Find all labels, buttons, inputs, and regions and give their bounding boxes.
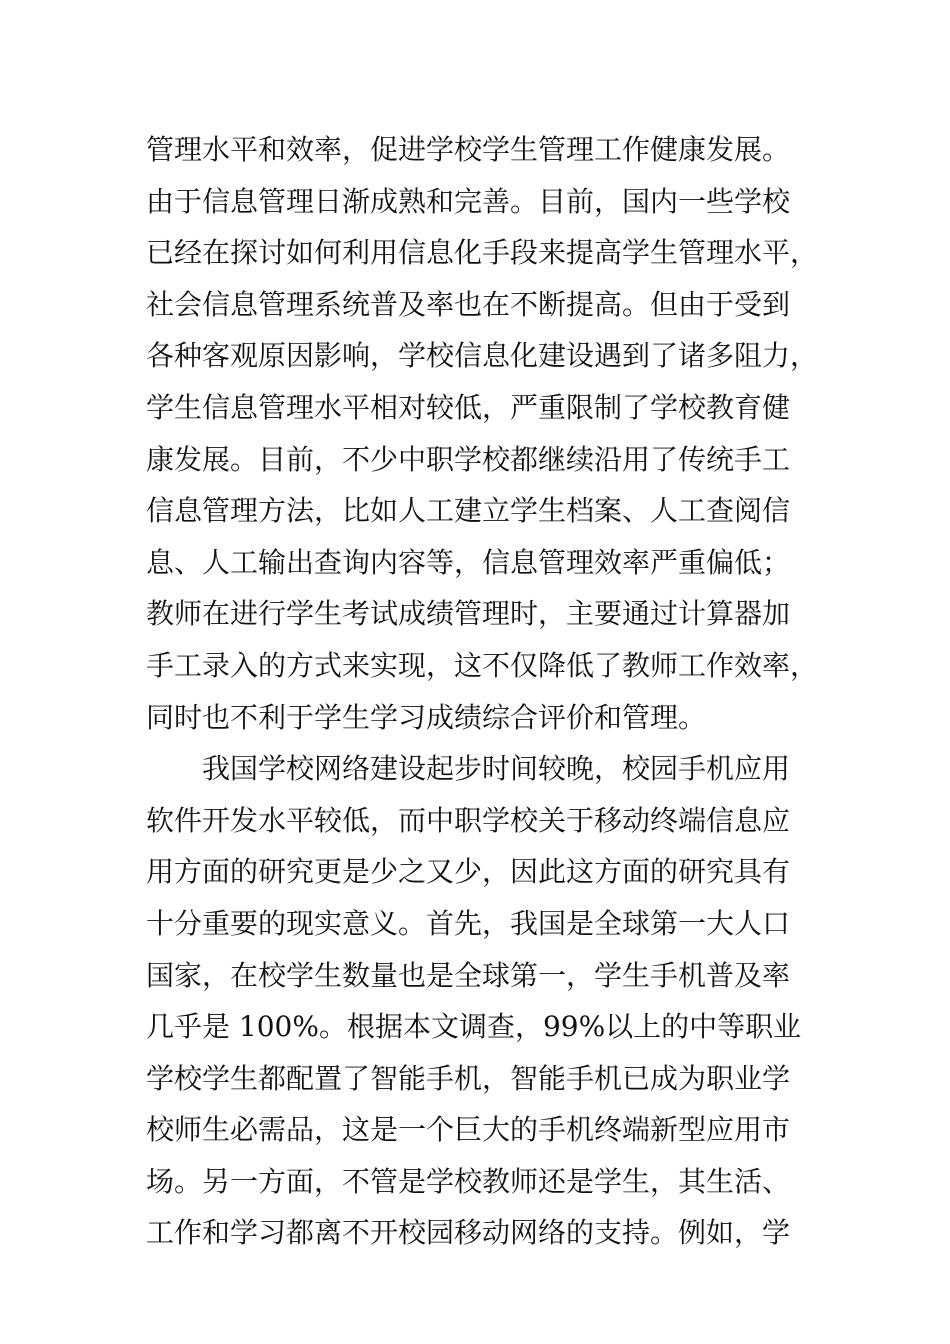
text-line: 学生信息管理水平相对较低，严重限制了学校教育健 bbox=[146, 390, 791, 424]
text-line: 由于信息管理日渐成熟和完善。目前，国内一些学校 bbox=[146, 184, 791, 218]
text-line: 社会信息管理系统普及率也在不断提高。但由于受到 bbox=[146, 287, 791, 321]
text-line: 各种客观原因影响，学校信息化建设遇到了诸多阻力， bbox=[146, 339, 819, 373]
text-line: 信息管理方法，比如人工建立学生档案、人工查阅信 bbox=[146, 494, 791, 528]
text-line: 康发展。目前，不少中职学校都继续沿用了传统手工 bbox=[146, 442, 791, 476]
text-line: 校师生必需品，这是一个巨大的手机终端新型应用市 bbox=[146, 1113, 791, 1147]
text-line: 教师在进行学生考试成绩管理时，主要通过计算器加 bbox=[146, 597, 791, 631]
text-line: 管理水平和效率，促进学校学生管理工作健康发展。 bbox=[146, 133, 791, 166]
text-line: 国家，在校学生数量也是全球第一，学生手机普及率 bbox=[146, 958, 791, 992]
text-line: 已经在探讨如何利用信息化手段来提高学生管理水平， bbox=[146, 236, 819, 270]
text-line-indented: 我国学校网络建设起步时间较晚，校园手机应用 bbox=[202, 752, 791, 786]
paragraph-2 bbox=[146, 743, 826, 1259]
text-line: 用方面的研究更是少之又少，因此这方面的研究具有 bbox=[146, 855, 791, 889]
text-line: 工作和学习都离不开校园移动网络的支持。例如，学 bbox=[146, 1216, 791, 1250]
text-line: 几乎是 100%。根据本文调查，99%以上的中等职业 bbox=[146, 1010, 802, 1044]
text-line: 同时也不利于学生学习成绩综合评价和管理。 bbox=[146, 700, 707, 734]
text-line: 手工录入的方式来实现，这不仅降低了教师工作效率， bbox=[146, 648, 819, 682]
text-line: 息、人工输出查询内容等，信息管理效率严重偏低； bbox=[146, 545, 791, 579]
paragraph-1 bbox=[146, 124, 826, 743]
text-line: 学校学生都配置了智能手机，智能手机已成为职业学 bbox=[146, 1061, 791, 1095]
text-line: 场。另一方面，不管是学校教师还是学生，其生活、 bbox=[146, 1164, 791, 1198]
text-line: 十分重要的现实意义。首先，我国是全球第一大人口 bbox=[146, 906, 791, 940]
document-body bbox=[146, 124, 826, 1259]
text-line: 软件开发水平较低，而中职学校关于移动终端信息应 bbox=[146, 803, 791, 837]
